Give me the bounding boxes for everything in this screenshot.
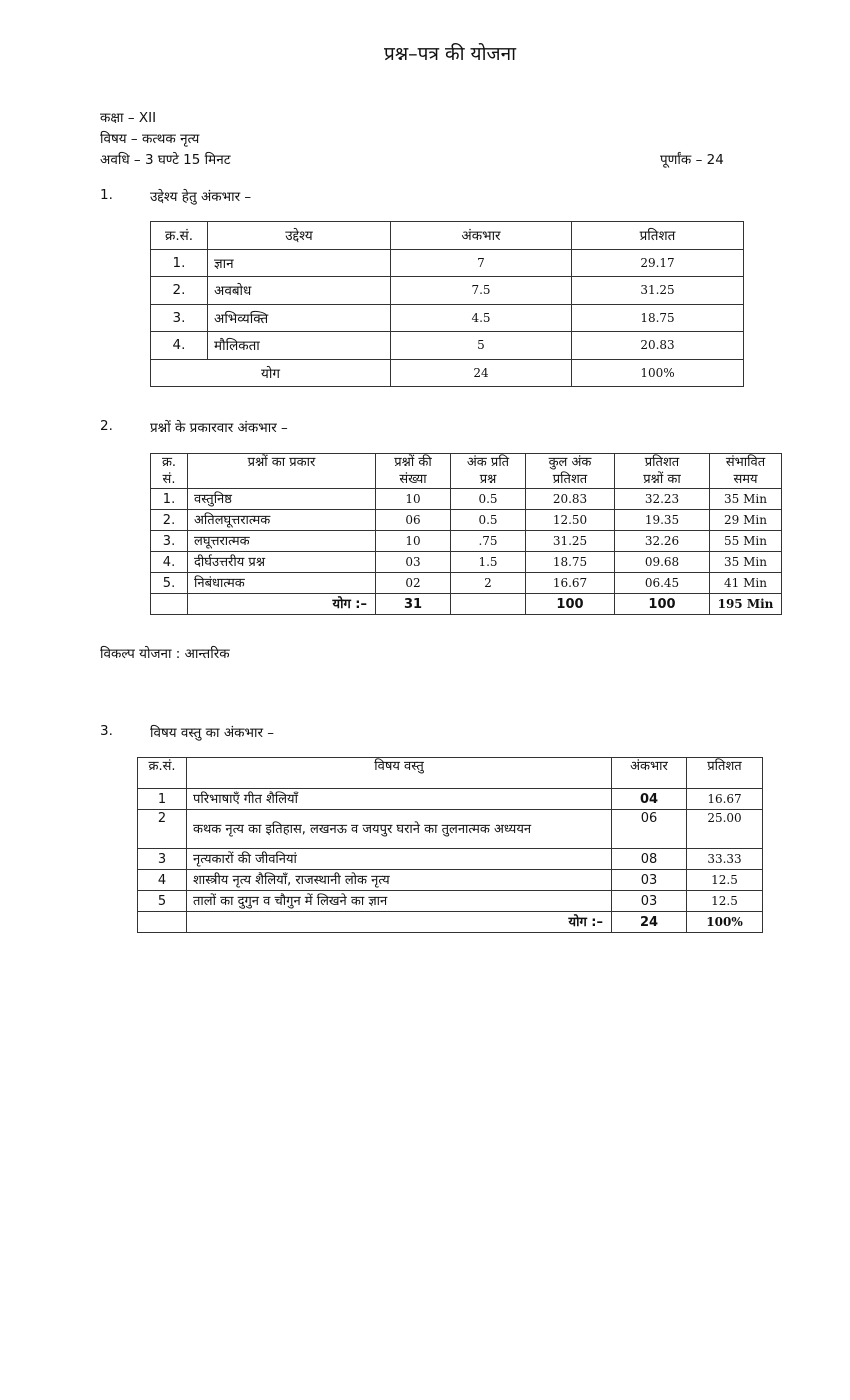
serial-cell: 4. — [151, 552, 188, 573]
marks-per-q-cell: 0.5 — [451, 510, 526, 531]
percent-cell: 29.17 — [572, 249, 744, 277]
questions-percent-cell: 32.26 — [615, 531, 710, 552]
marks-cell: 7.5 — [391, 277, 572, 305]
serial-cell: 2. — [151, 277, 208, 305]
table-row — [138, 789, 763, 810]
header-line: प्रतिशत — [644, 455, 680, 470]
table-total-row — [151, 594, 782, 615]
serial-cell: 4 — [138, 870, 187, 891]
content-cell: तालों का दुगुन व चौगुन में लिखने का ज्ञान — [187, 891, 612, 912]
questions-percent-cell: 09.68 — [615, 552, 710, 573]
serial-cell: 1. — [151, 489, 188, 510]
serial-cell: 3. — [151, 531, 188, 552]
empty-cell — [138, 912, 187, 933]
column-header — [151, 454, 188, 489]
section3-number: 3. — [100, 723, 113, 739]
header-line: प्रश्न — [479, 472, 497, 487]
table-row — [151, 531, 782, 552]
percent-cell: 20.83 — [572, 332, 744, 360]
content-weightage-table — [137, 757, 763, 933]
total-marks-line: पूर्णांक – 24 — [660, 152, 724, 168]
header-line: कुल अंक — [548, 455, 592, 470]
marks-per-q-cell: 0.5 — [451, 489, 526, 510]
percent-cell: 12.5 — [687, 870, 763, 891]
total-questions-percent: 100 — [615, 594, 710, 615]
table-row — [138, 810, 763, 849]
time-cell: 41 Min — [710, 573, 782, 594]
header-line: अंक प्रति — [466, 455, 510, 470]
class-line: कक्षा – XII — [100, 110, 157, 126]
total-marks-percent: 100 — [526, 594, 615, 615]
count-cell: 10 — [376, 531, 451, 552]
table-row — [151, 332, 744, 360]
marks-percent-cell: 20.83 — [526, 489, 615, 510]
percent-cell: 25.00 — [687, 810, 763, 849]
count-cell: 02 — [376, 573, 451, 594]
table-row — [151, 573, 782, 594]
content-cell: शास्त्रीय नृत्य शैलियाँ, राजस्थानी लोक नृत्य — [187, 870, 612, 891]
type-cell: लघूत्तरात्मक — [188, 531, 376, 552]
header-line: क्र. — [161, 455, 177, 470]
column-header: क्र.सं. — [151, 222, 208, 250]
questions-percent-cell: 06.45 — [615, 573, 710, 594]
table-row — [151, 510, 782, 531]
percent-cell: 31.25 — [572, 277, 744, 305]
percent-cell: 33.33 — [687, 849, 763, 870]
type-cell: वस्तुनिष्ठ — [188, 489, 376, 510]
column-header — [376, 454, 451, 489]
serial-cell: 1 — [138, 789, 187, 810]
total-marks: 24 — [612, 912, 687, 933]
marks-percent-cell: 31.25 — [526, 531, 615, 552]
header-line: समय — [733, 472, 758, 487]
table-header-row — [138, 758, 763, 789]
serial-cell: 5. — [151, 573, 188, 594]
total-percent: 100% — [687, 912, 763, 933]
page-title: प्रश्न–पत्र की योजना — [383, 43, 517, 65]
table-row — [151, 304, 744, 332]
column-header: उद्देश्य — [208, 222, 391, 250]
content-cell: नृत्यकारों की जीवनियां — [187, 849, 612, 870]
column-header: क्र.सं. — [138, 758, 187, 789]
marks-cell: 5 — [391, 332, 572, 360]
header-line: प्रतिशत — [552, 472, 588, 487]
objective-cell: ज्ञान — [208, 249, 391, 277]
empty-cell — [151, 594, 188, 615]
content-cell: कथक नृत्य का इतिहास, लखनऊ व जयपुर घराने का तुलनात्मक अध्ययन — [187, 810, 612, 849]
marks-percent-cell: 16.67 — [526, 573, 615, 594]
header-line: प्रश्नों की — [394, 455, 432, 470]
table-row — [151, 552, 782, 573]
marks-cell: 06 — [612, 810, 687, 849]
time-cell: 55 Min — [710, 531, 782, 552]
serial-cell: 3. — [151, 304, 208, 332]
objective-cell: मौलिकता — [208, 332, 391, 360]
total-percent: 100% — [572, 359, 744, 387]
questions-percent-cell: 19.35 — [615, 510, 710, 531]
subject-line: विषय – कत्थक नृत्य — [100, 131, 200, 147]
marks-cell: 03 — [612, 870, 687, 891]
header-line: संख्या — [399, 472, 427, 487]
section2-heading: प्रश्नों के प्रकारवार अंकभार – — [150, 420, 288, 436]
header-line: संभावित — [725, 455, 766, 470]
marks-cell: 04 — [612, 789, 687, 810]
column-header — [451, 454, 526, 489]
marks-percent-cell: 12.50 — [526, 510, 615, 531]
marks-cell: 08 — [612, 849, 687, 870]
header-line: सं. — [162, 472, 176, 487]
total-label: योग — [151, 359, 391, 387]
time-cell: 35 Min — [710, 552, 782, 573]
marks-per-q-cell: 2 — [451, 573, 526, 594]
serial-cell: 3 — [138, 849, 187, 870]
objective-cell: अभिव्यक्ति — [208, 304, 391, 332]
column-header: विषय वस्तु — [187, 758, 612, 789]
table-row — [151, 277, 744, 305]
serial-cell: 5 — [138, 891, 187, 912]
column-header: प्रतिशत — [687, 758, 763, 789]
marks-cell: 7 — [391, 249, 572, 277]
total-marks-per-q — [451, 594, 526, 615]
header-line: प्रश्नों का — [643, 472, 681, 487]
objectives-table — [150, 221, 744, 387]
column-header — [188, 454, 376, 489]
column-header: प्रतिशत — [572, 222, 744, 250]
type-cell: निबंधात्मक — [188, 573, 376, 594]
total-time: 195 Min — [710, 594, 782, 615]
total-label: योग :– — [188, 594, 376, 615]
count-cell: 10 — [376, 489, 451, 510]
objective-cell: अवबोध — [208, 277, 391, 305]
section1-number: 1. — [100, 187, 113, 203]
section2-number: 2. — [100, 418, 113, 434]
table-row — [151, 489, 782, 510]
marks-cell: 03 — [612, 891, 687, 912]
content-cell: परिभाषाएँ गीत शैलियाँ — [187, 789, 612, 810]
questions-percent-cell: 32.23 — [615, 489, 710, 510]
marks-per-q-cell: 1.5 — [451, 552, 526, 573]
type-cell: दीर्घउत्तरीय प्रश्न — [188, 552, 376, 573]
section3-heading: विषय वस्तु का अंकभार – — [150, 725, 275, 741]
time-cell: 35 Min — [710, 489, 782, 510]
total-count: 31 — [376, 594, 451, 615]
table-header-row — [151, 222, 744, 250]
serial-cell: 2 — [138, 810, 187, 849]
percent-cell: 18.75 — [572, 304, 744, 332]
header-line: प्रश्नों का प्रकार — [247, 455, 316, 470]
table-row — [138, 870, 763, 891]
column-header — [710, 454, 782, 489]
table-total-row — [151, 359, 744, 387]
column-header — [526, 454, 615, 489]
total-marks: 24 — [391, 359, 572, 387]
table-total-row — [138, 912, 763, 933]
table-row — [151, 249, 744, 277]
duration-line: अवधि – 3 घण्टे 15 मिनट — [100, 152, 231, 168]
percent-cell: 12.5 — [687, 891, 763, 912]
type-cell: अतिलघूत्तरात्मक — [188, 510, 376, 531]
count-cell: 03 — [376, 552, 451, 573]
column-header — [615, 454, 710, 489]
column-header: अंकभार — [391, 222, 572, 250]
question-types-table — [150, 453, 782, 615]
time-cell: 29 Min — [710, 510, 782, 531]
marks-percent-cell: 18.75 — [526, 552, 615, 573]
percent-cell: 16.67 — [687, 789, 763, 810]
section1-heading: उद्देश्य हेतु अंकभार – — [150, 189, 252, 205]
serial-cell: 4. — [151, 332, 208, 360]
table-row — [138, 849, 763, 870]
total-label: योग :– — [187, 912, 612, 933]
option-scheme: विकल्प योजना : आन्तरिक — [100, 646, 230, 662]
marks-per-q-cell: .75 — [451, 531, 526, 552]
table-row — [138, 891, 763, 912]
marks-cell: 4.5 — [391, 304, 572, 332]
table-header-row — [151, 454, 782, 489]
count-cell: 06 — [376, 510, 451, 531]
serial-cell: 2. — [151, 510, 188, 531]
column-header: अंकभार — [612, 758, 687, 789]
serial-cell: 1. — [151, 249, 208, 277]
